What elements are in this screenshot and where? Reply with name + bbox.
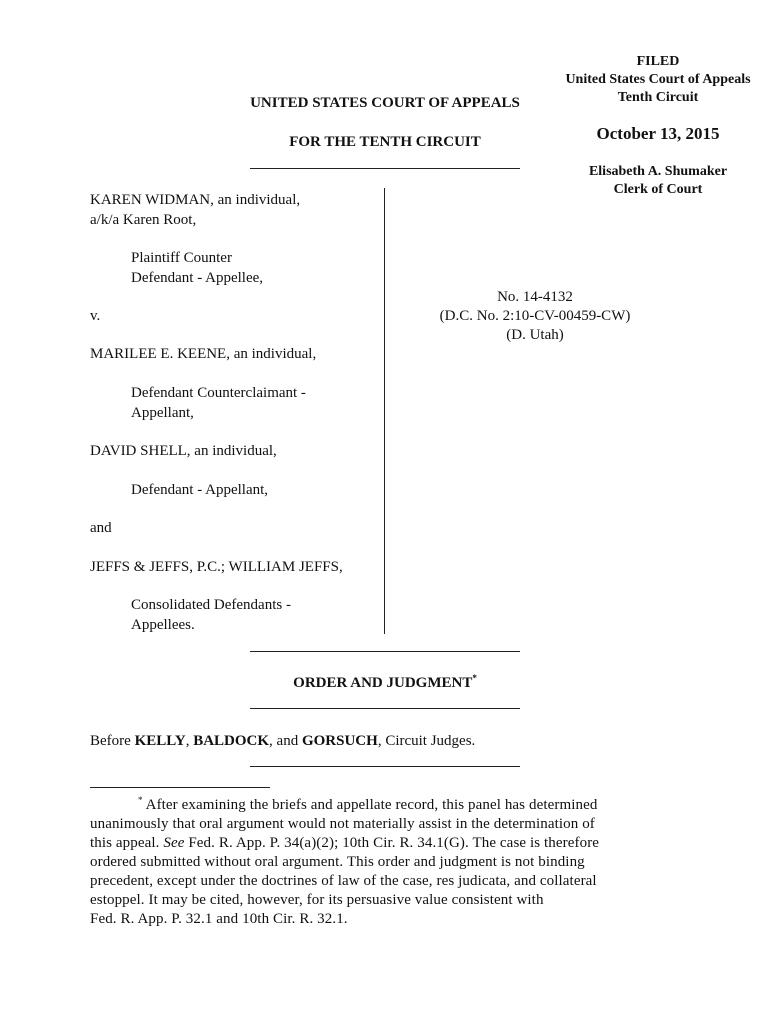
footnote-line-4: ordered submitted without oral argument. This order and judgment is not binding xyxy=(90,854,585,870)
clerk-name: Elisabeth A. Shumaker xyxy=(588,164,728,179)
caption-divider xyxy=(384,188,385,634)
judge-baldock: BALDOCK xyxy=(193,733,270,749)
order-title-text: ORDER AND JUDGMENT xyxy=(293,675,473,691)
filed-court: United States Court of Appeals xyxy=(565,72,751,87)
footnote-line-5: precedent, except under the doctrines of law of the case, res judicata, and collateral xyxy=(90,873,597,889)
panel-sep-1: , xyxy=(185,733,194,749)
footnote-line-2: unanimously that oral argument would not materially assist in the determination of xyxy=(90,816,595,832)
filed-stamp xyxy=(548,53,768,107)
party1-role-2: Defendant - Appellee, xyxy=(131,270,264,286)
order-footnote-marker: * xyxy=(472,673,477,683)
party2-name: MARILEE E. KEENE, an individual, xyxy=(90,346,317,362)
party2-role-2: Appellant, xyxy=(131,405,194,421)
party1-role-1: Plaintiff Counter xyxy=(131,250,232,266)
footnote-line-6: estoppel. It may be cited, however, for its persuasive value consistent with xyxy=(90,892,544,908)
filed-date: October 13, 2015 xyxy=(596,124,720,143)
district-court: (D. Utah) xyxy=(506,327,564,343)
footnote-marker: * xyxy=(138,795,143,805)
order-title-rule xyxy=(250,708,520,709)
party4-role-2: Appellees. xyxy=(131,617,195,633)
party3-role: Defendant - Appellant, xyxy=(131,482,269,498)
filed-label: FILED xyxy=(636,54,680,69)
party4-name: JEFFS & JEFFS, P.C.; WILLIAM JEFFS, xyxy=(90,559,343,575)
court-heading: UNITED STATES COURT OF APPEALS xyxy=(250,95,520,111)
conjunction: and xyxy=(90,520,112,536)
district-case-number: (D.C. No. 2:10-CV-00459-CW) xyxy=(439,308,631,324)
heading-rule xyxy=(250,168,520,169)
panel-line xyxy=(90,733,475,750)
circuit-heading: FOR THE TENTH CIRCUIT xyxy=(289,134,481,150)
caption-bottom-rule xyxy=(250,651,520,652)
party4-role-1: Consolidated Defendants - xyxy=(131,597,291,613)
party2-role-1: Defendant Counterclaimant - xyxy=(131,385,306,401)
clerk-title: Clerk of Court xyxy=(613,182,703,197)
panel-suffix: , Circuit Judges. xyxy=(377,733,476,749)
appeal-number: No. 14-4132 xyxy=(497,289,573,305)
panel-before: Before xyxy=(90,733,135,749)
footnote-line-7: Fed. R. App. P. 32.1 and 10th Cir. R. 32.1. xyxy=(90,911,348,927)
party1-aka: a/k/a Karen Root, xyxy=(90,212,197,228)
panel-rule xyxy=(250,766,520,767)
clerk-block xyxy=(548,163,768,199)
see-signal: See xyxy=(163,835,185,851)
party1-name: KAREN WIDMAN, an individual, xyxy=(90,192,301,208)
party3-name: DAVID SHELL, an individual, xyxy=(90,443,277,459)
case-number-block xyxy=(410,288,660,345)
versus: v. xyxy=(90,308,101,324)
footnote-line-3: this appeal. See Fed. R. App. P. 34(a)(2); 10th Cir. R. 34.1(G). The case is therefore xyxy=(90,835,600,851)
filed-circuit: Tenth Circuit xyxy=(617,90,699,105)
panel-sep-2: , and xyxy=(269,733,302,749)
order-title xyxy=(200,675,570,692)
judge-gorsuch: GORSUCH xyxy=(301,733,378,749)
footnote-separator xyxy=(90,787,270,788)
judge-kelly: KELLY xyxy=(134,733,186,749)
footnote-line-1: * After examining the briefs and appellate record, this panel has determined xyxy=(138,795,598,813)
